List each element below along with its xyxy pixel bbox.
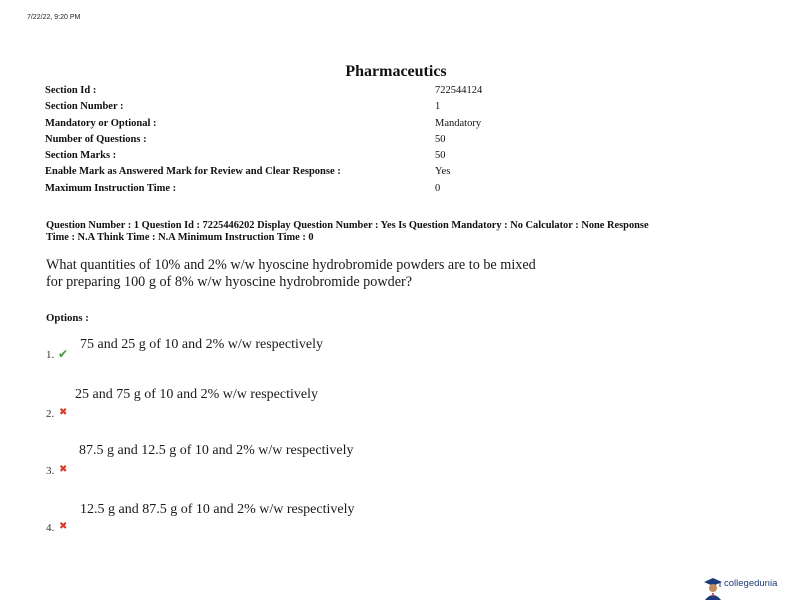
info-value: 722544124	[435, 85, 483, 96]
question-meta-line: Time : N.A Think Time : N.A Minimum Instruction Time : 0	[46, 232, 314, 243]
option-text[interactable]: 75 and 25 g of 10 and 2% w/w respectively	[80, 337, 323, 352]
page-title: Pharmaceutics	[345, 63, 447, 80]
question-meta-line: Question Number : 1 Question Id : 7225446202 Display Question Number : Yes Is Question Mandatory : No Calculator : None Response	[46, 220, 649, 231]
info-value: 1	[435, 101, 441, 113]
cross-icon: ✖	[59, 464, 68, 475]
cross-icon: ✖	[59, 407, 68, 418]
info-label: Number of Questions :	[45, 133, 147, 145]
info-label: Maximum Instruction Time :	[45, 182, 177, 194]
option-number: 2.	[46, 408, 55, 420]
cross-icon: ✖	[59, 521, 68, 532]
option-number: 4.	[46, 522, 55, 534]
info-value: 50	[435, 150, 446, 162]
option-text[interactable]: 12.5 g and 87.5 g of 10 and 2% w/w respectively	[80, 502, 355, 517]
info-label: Section Id :	[45, 85, 97, 96]
check-icon: ✔	[58, 347, 69, 361]
options-label: Options :	[46, 312, 89, 324]
info-label: Section Marks :	[45, 150, 117, 162]
option-number: 1.	[46, 349, 55, 361]
info-label: Enable Mark as Answered Mark for Review and Clear Response :	[45, 166, 341, 178]
question-meta	[46, 220, 756, 244]
info-label: Mandatory or Optional :	[45, 117, 157, 129]
logo-text: collegedunia	[724, 578, 778, 589]
question-text-line: What quantities of 10% and 2% w/w hyoscine hydrobromide powders are to be mixed	[46, 257, 536, 273]
option-text[interactable]: 25 and 75 g of 10 and 2% w/w respectively	[75, 387, 318, 402]
timestamp: 7/22/22, 9:20 PM	[27, 14, 81, 21]
question-text	[46, 257, 646, 291]
info-value: Mandatory	[435, 117, 482, 129]
graduate-avatar-icon	[703, 576, 723, 600]
collegedunia-logo	[703, 576, 791, 606]
option-text[interactable]: 87.5 g and 12.5 g of 10 and 2% w/w respectively	[79, 443, 354, 458]
info-value: 0	[435, 182, 441, 194]
question-text-line: for preparing 100 g of 8% w/w hyoscine hydrobromide powder?	[46, 274, 413, 290]
info-label: Section Number :	[45, 101, 124, 113]
info-value: Yes	[435, 166, 451, 178]
option-number: 3.	[46, 465, 55, 477]
info-value: 50	[435, 133, 446, 145]
